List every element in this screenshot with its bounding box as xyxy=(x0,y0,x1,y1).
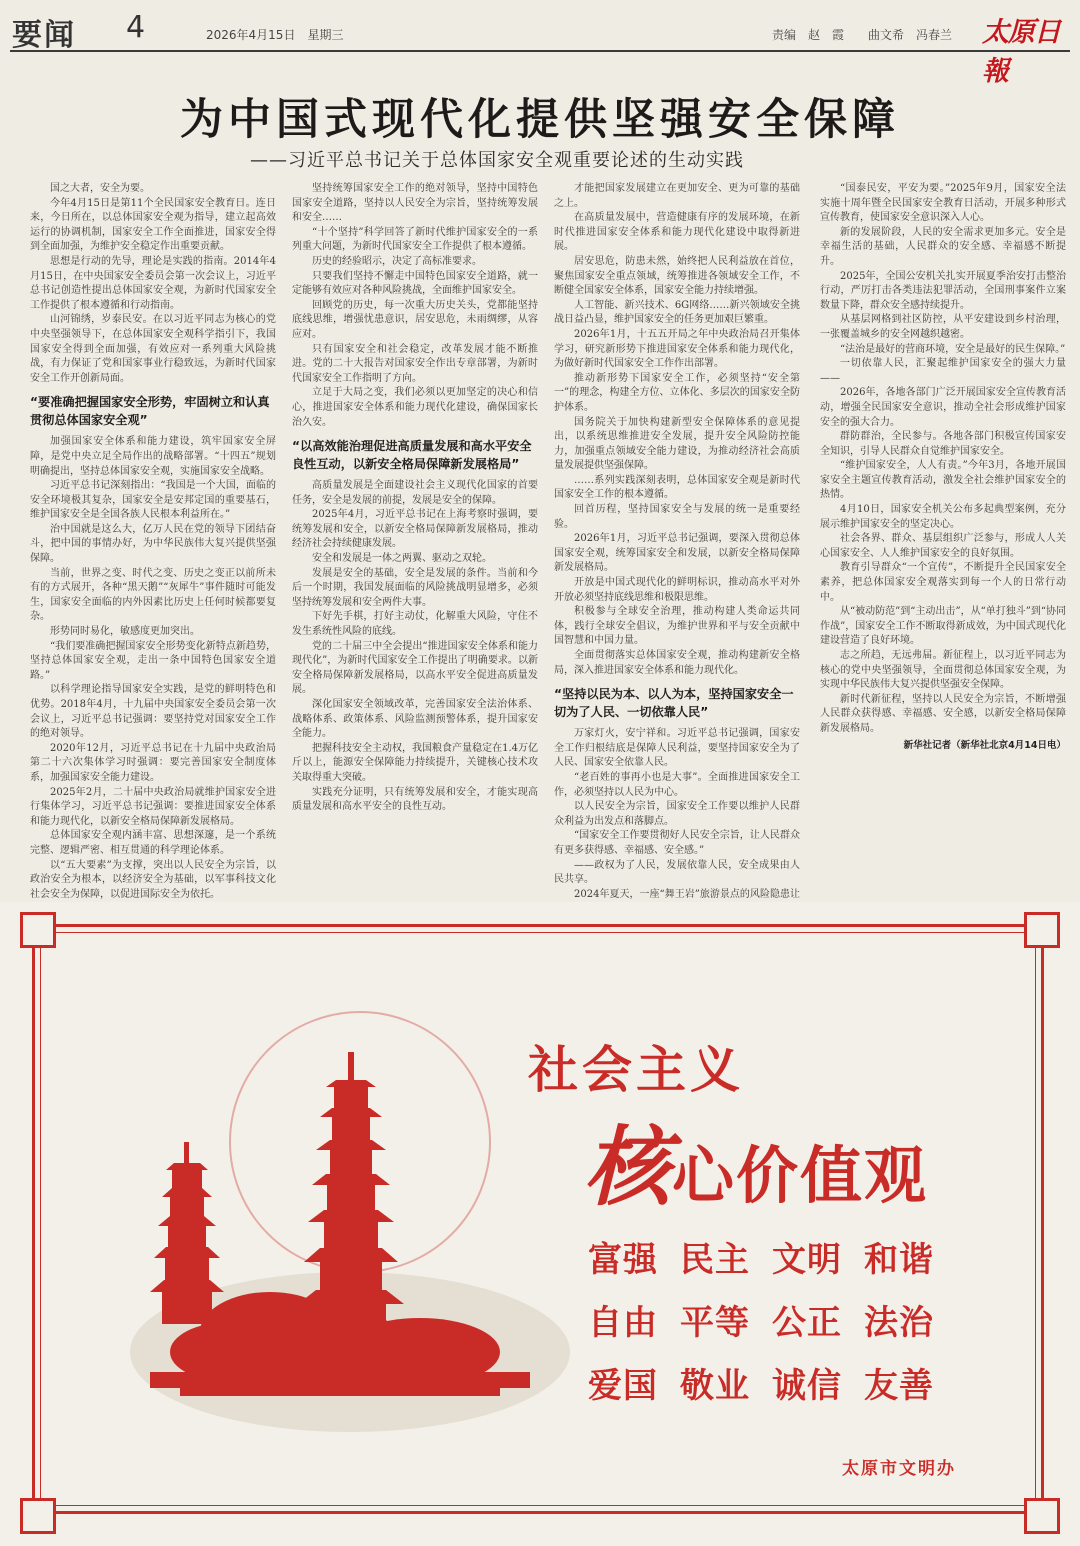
article-paragraph: “法治是最好的营商环境，安全是最好的民生保障。” xyxy=(840,343,1066,355)
article-paragraph: “国泰民安，平安为要。”2025年9月，国家安全法实施十周年暨全民国家安全教育日活动，开展多种形式宣传教育，使国家安全意识深入人心。 xyxy=(820,183,1066,224)
article-column-3 xyxy=(554,182,800,900)
value-item: 民主 xyxy=(680,1240,750,1280)
article-paragraph: 新的发展阶段，人民的安全需求更加多元。安全是幸福生活的基础，人民群众的安全感、幸福感不断提升。 xyxy=(820,226,1066,267)
values-row xyxy=(588,1358,988,1407)
article-paragraph: 2020年12月，习近平总书记在十九届中央政治局第二十六次集体学习时强调：要完善国家安全制度体系，加强国家安全能力建设。 xyxy=(30,742,276,783)
poster-title-emphasis: 核 xyxy=(584,1117,672,1218)
article-paragraph: 今年4月15日是第11个全民国家安全教育日。连日来，今日所在，以总体国家安全观为指导，建立起高效运行的协调机制，国家安全工作全面推进，国家安全得到全面加强，为维护安全稳定作出重要贡献。 xyxy=(30,197,276,253)
article-paragraph: 2026年1月，习近平总书记强调，要深入贯彻总体国家安全观，统筹国家安全和发展，以新安全格局保障新发展格局。 xyxy=(554,533,800,574)
article-paragraph: 深化国家安全领域改革，完善国家安全法治体系、战略体系、政策体系、风险监测预警体系，提升国家安全能力。 xyxy=(292,699,538,740)
article-paragraph: 高质量发展是全面建设社会主义现代化国家的首要任务，安全是发展的前提，发展是安全的保障。 xyxy=(292,480,538,506)
section-heading-3: “坚持以民为本、以人为本，坚持国家安全一切为了人民、一切依靠人民” xyxy=(554,687,794,720)
article-paragraph: 山河锦绣，岁泰民安。在以习近平同志为核心的党中央坚强领导下，在总体国家安全观科学指引下，我国国家安全得到全面加强，有效应对一系列重大风险挑战，有力保证了党和国家事业行稳致远，为新时代国家安全工作开创新局面。 xyxy=(30,314,276,384)
article-paragraph: ——政权为了人民，发展依靠人民，安全成果由人民共享。 xyxy=(554,859,800,886)
article-paragraph: 以人民安全为宗旨，国家安全工作要以维护人民群众利益为出发点和落脚点。 xyxy=(554,801,800,827)
column-3-paragraphs xyxy=(554,182,800,678)
masthead xyxy=(10,0,1070,87)
value-item: 和谐 xyxy=(864,1240,934,1280)
article-paragraph: 总体国家安全观内涵丰富、思想深邃，是一个系统完整、逻辑严密、相互贯通的科学理论体系。 xyxy=(30,830,276,856)
value-item: 自由 xyxy=(588,1303,658,1343)
article-paragraph: 志之所趋，无远弗届。新征程上，以习近平同志为核心的党中央坚强领导，全面贯彻总体国家安全观，为实现中华民族伟大复兴提供坚强安全保障。 xyxy=(820,650,1066,691)
article-paragraph: 实践充分证明，只有统筹发展和安全，才能实现高质量发展和高水平安全的良性互动。 xyxy=(292,786,538,813)
values-row xyxy=(588,1295,988,1344)
values-row xyxy=(588,1232,988,1281)
article-paragraph: 思想是行动的先导，理论是实践的指南。2014年4月15日，在中央国家安全委员会第一次会议上，习近平总书记创造性提出总体国家安全观，为新时代国家安全工作提供了根本遵循和行动指南。 xyxy=(30,255,276,311)
article-paragraph: 开放是中国式现代化的鲜明标识，推动高水平对外开放必须坚持底线思维和极限思维。 xyxy=(554,577,800,603)
section-name: 要闻 xyxy=(12,18,76,53)
article-paragraph: 国之大者，安全为要。 xyxy=(50,183,150,194)
value-item: 公正 xyxy=(772,1303,842,1343)
article-paragraph: 安全和发展是一体之两翼、驱动之双轮。 xyxy=(312,553,492,565)
byline: 新华社记者（新华社北京4月14日电） xyxy=(903,739,1066,751)
article-column-1 xyxy=(30,182,276,900)
issue-date: 2026年4月15日 星期三 xyxy=(206,28,344,42)
article-paragraph: 只有国家安全和社会稳定，改革发展才能不断推进。党的二十大报告对国家安全作出专章部署，为新时代国家安全工作指明了方向。 xyxy=(292,343,538,384)
article-paragraph: 教育引导群众“一个宣传”，不断提升全民国家安全素养，把总体国家安全观落实到每一个人的日常行动中。 xyxy=(820,562,1066,603)
frame-corner-ornament xyxy=(20,1498,56,1534)
article-paragraph: 回首历程，坚持国家安全与发展的统一是重要经验。 xyxy=(554,504,800,530)
article-paragraph: 推动新形势下国家安全工作，必须坚持“安全第一”的理念，构建全方位、立体化、多层次的国家安全防护体系。 xyxy=(554,372,800,413)
section-heading-2: “以高效能治理促进高质量发展和高水平安全良性互动，以新安全格局保障新发展格局” xyxy=(292,439,532,472)
article-paragraph: 4月10日，国家安全机关公布多起典型案例，充分展示维护国家安全的坚定决心。 xyxy=(820,504,1066,530)
article-column-4 xyxy=(820,182,1066,892)
article-paragraph: 2025年，全国公安机关扎实开展夏季治安打击整治行动，严厉打击各类违法犯罪活动，全国刑事案件立案数量下降，群众安全感持续提升。 xyxy=(820,270,1066,311)
article-paragraph: 才能把国家发展建立在更加安全、更为可靠的基础之上。 xyxy=(554,183,800,209)
article-paragraph: 习近平总书记深刻指出：“我国是一个大国，面临的安全环境极其复杂，国家安全是安邦定国的重要基石，维护国家安全是全国各族人民根本利益所在。” xyxy=(30,480,276,521)
article-paragraph: 以科学理论指导国家安全实践，是党的鲜明特色和优势。2018年4月，十九届中央国家安全委员会第一次会议上，习近平总书记强调：要坚持党对国家安全工作的绝对领导。 xyxy=(30,684,276,740)
article-paragraph: 立足于大局之变，我们必须以更加坚定的决心和信心，推进国家安全体系和能力现代化建设，确保国家长治久安。 xyxy=(292,387,538,428)
article-paragraph: 当前，世界之变、时代之变、历史之变正以前所未有的方式展开，各种“黑天鹅”“灰犀牛”事件随时可能发生，国家安全面临的内外因素比历史上任何时候都要复杂。 xyxy=(30,567,276,623)
value-item: 法治 xyxy=(864,1303,934,1343)
article-paragraph: “我们要准确把握国家安全形势变化新特点新趋势，坚持总体国家安全观，走出一条中国特色国家安全道路。” xyxy=(30,640,276,681)
article-paragraph: 群防群治，全民参与。各地各部门积极宣传国家安全知识，引导人民群众自觉维护国家安全。 xyxy=(820,431,1066,457)
core-values-list xyxy=(588,1232,988,1421)
article-paragraph: 下好先手棋，打好主动仗，化解重大风险，守住不发生系统性风险的底线。 xyxy=(292,611,538,638)
article-paragraph: 把握科技安全主动权，我国粮食产量稳定在1.4万亿斤以上，能源安全保障能力持续提升，关键核心技术攻关取得重大突破。 xyxy=(292,742,538,783)
headline: 为中国式现代化提供坚强安全保障 xyxy=(180,95,900,145)
article-paragraph: 2025年2月，二十届中央政治局就维护国家安全进行集体学习，习近平总书记强调：要推进国家安全体系和能力现代化，以新安全格局保障新发展格局。 xyxy=(30,786,276,827)
newspaper-logo: 太原日報 xyxy=(982,17,1060,87)
column-2-paragraphs xyxy=(292,182,538,430)
article-paragraph: 2026年，各地各部门广泛开展国家安全宣传教育活动，增强全民国家安全意识，推动全社会形成维护国家安全的强大合力。 xyxy=(820,387,1066,428)
poster-title-line-1: 社会主义 xyxy=(528,1040,744,1099)
editors: 责编 赵 霞 曲文希 冯春兰 xyxy=(772,28,953,42)
subheadline: ——习近平总书记关于总体国家安全观重要论述的生动实践 xyxy=(250,150,744,171)
column-1-paragraphs xyxy=(30,182,276,386)
value-item: 平等 xyxy=(680,1303,750,1343)
article-paragraph: “维护国家安全，人人有责。”今年3月，各地开展国家安全主题宣传教育活动，激发全社会维护国家安全的热情。 xyxy=(820,460,1066,501)
article-paragraph: 形势同时易化，敏感度更加突出。 xyxy=(50,626,200,638)
article-column-2 xyxy=(292,182,538,892)
frame-corner-ornament xyxy=(20,912,56,948)
article-paragraph: 2024年夏天，一座“舞王岩”旅游景点的风险隐患让 xyxy=(574,888,800,900)
twin-pagodas-papercut xyxy=(120,992,560,1462)
article-paragraph: 一切依靠人民，汇聚起维护国家安全的强大力量—— xyxy=(820,358,1066,384)
value-item: 富强 xyxy=(588,1240,658,1280)
article-paragraph: 积极参与全球安全治理，推动构建人类命运共同体，践行全球安全倡议，为维护世界和平与安全贡献中国智慧和中国力量。 xyxy=(554,606,800,647)
article-paragraph: 人工智能、新兴技术、6G网络……新兴领域安全挑战日益凸显，维护国家安全的任务更加艰巨繁重。 xyxy=(554,299,800,326)
value-item: 诚信 xyxy=(772,1366,842,1406)
article-paragraph: 治中国就是这么大，亿万人民在党的领导下团结奋斗，把中国的事情办好，为中华民族伟大复兴提供坚强保障。 xyxy=(30,523,276,565)
poster-organization: 太原市文明办 xyxy=(842,1459,956,1479)
section-heading-1: “要准确把握国家安全形势，牢固树立和认真贯彻总体国家安全观” xyxy=(30,395,270,428)
poster-title-line-2 xyxy=(584,1098,928,1222)
article-paragraph: 社会各界、群众、基层组织广泛参与，形成人人关心国家安全、人人维护国家安全的良好氛围。 xyxy=(820,533,1066,559)
core-values-poster xyxy=(0,902,1080,1546)
article-paragraph: 坚持统筹国家安全工作的绝对领导，坚持中国特色国家安全道路，坚持以人民安全为宗旨，坚持统筹发展和安全…… xyxy=(292,183,538,224)
article-paragraph: 从基层网格到社区防控，从平安建设到乡村治理，一张覆盖城乡的安全网越织越密。 xyxy=(820,314,1066,340)
poster-title-rest: 心价值观 xyxy=(672,1139,929,1212)
column-3-paragraphs-b xyxy=(554,727,800,917)
page-number: 4 xyxy=(126,10,146,45)
article-paragraph: 只要我们坚持不懈走中国特色国家安全道路，就一定能够有效应对各种风险挑战，全面维护国家安全。 xyxy=(292,270,538,297)
column-1-paragraphs-b xyxy=(30,435,276,960)
article-paragraph: 2025年4月，习近平总书记在上海考察时强调，要统筹发展和安全，以新安全格局保障新发展格局，推动经济社会持续健康发展。 xyxy=(292,509,538,550)
frame-corner-ornament xyxy=(1024,1498,1060,1534)
article-paragraph: 回顾党的历史，每一次重大历史关头，党都能坚持底线思维，增强忧患意识，居安思危，未雨绸缪，从容应对。 xyxy=(292,299,538,340)
article-body xyxy=(30,182,1070,900)
column-2-paragraphs-b xyxy=(292,479,538,815)
article-paragraph: 新时代新征程，坚持以人民安全为宗旨，不断增强人民群众获得感、幸福感、安全感，以新安全格局保障新发展格局。 xyxy=(820,693,1066,734)
article-paragraph: “国家安全工作要贯彻好人民安全宗旨，让人民群众有更多获得感、幸福感、安全感。” xyxy=(554,830,800,856)
article-paragraph: 从“被动防范”到“主动出击”，从“单打独斗”到“协同作战”，国家安全工作不断取得新成效，为中国式现代化建设营造了良好环境。 xyxy=(820,606,1066,647)
article-paragraph: 以“五大要素”为支撑，突出以人民安全为宗旨，以政治安全为根本，以经济安全为基础，以军事科技文化社会安全为保障，以促进国际安全为依托。 xyxy=(30,859,276,900)
article-paragraph: 国务院关于加快构建新型安全保障体系的意见提出，以系统思维推进安全发展，提升安全风险防控能力，加强重点领域安全能力建设，为推动经济社会高质量发展提供坚强保障。 xyxy=(554,416,800,472)
article-paragraph: 在高质量发展中，营造健康有序的发展环境，在新时代推进国家安全体系和能力现代化建设中取得新进展。 xyxy=(554,212,800,253)
value-item: 爱国 xyxy=(588,1366,658,1406)
article-paragraph: 居安思危，防患未然，始终把人民利益放在首位，聚焦国家安全重点领域，统筹推进各领域安全工作，不断健全国家安全体系，国家安全能力持续增强。 xyxy=(554,255,800,297)
value-item: 友善 xyxy=(864,1366,934,1406)
article-paragraph: “十个坚持”科学回答了新时代维护国家安全的一系列重大问题，为新时代国家安全工作提供了根本遵循。 xyxy=(292,226,538,253)
frame-corner-ornament xyxy=(1024,912,1060,948)
article-paragraph: 历史的经验昭示，决定了高标准要求。 xyxy=(312,255,482,267)
article-paragraph: 万家灯火，安宁祥和。习近平总书记强调，国家安全工作归根结底是保障人民利益，要坚持国家安全为了人民、国家安全依靠人民。 xyxy=(554,728,800,769)
article-paragraph: “老百姓的事再小也是大事”。全面推进国家安全工作，必须坚持以人民为中心。 xyxy=(554,771,800,798)
article-paragraph: ……系列实践深刻表明，总体国家安全观是新时代国家安全工作的根本遵循。 xyxy=(554,474,800,501)
column-4-paragraphs xyxy=(820,182,1066,737)
article-paragraph: 发展是安全的基础，安全是发展的条件。当前和今后一个时期，我国发展面临的风险挑战明显增多，必须坚持统筹发展和安全两件大事。 xyxy=(292,567,538,608)
article-paragraph: 全面贯彻落实总体国家安全观，推动构建新安全格局，深入推进国家安全体系和能力现代化。 xyxy=(554,650,800,676)
article-paragraph: 加强国家安全体系和能力建设，筑牢国家安全屏障，是党中央立足全局作出的战略部署。“十四五”规划明确提出，坚持总体国家安全观，实施国家安全战略。 xyxy=(30,436,276,477)
value-item: 敬业 xyxy=(680,1366,750,1406)
article-paragraph: 党的二十届三中全会提出“推进国家安全体系和能力现代化”，为新时代国家安全工作提出了明确要求。以新安全格局保障新发展格局，以高水平安全促进高质量发展。 xyxy=(292,640,538,696)
value-item: 文明 xyxy=(772,1240,842,1280)
article-paragraph: 2026年1月，十五五开局之年中央政治局召开集体学习，研究新形势下推进国家安全体系和能力现代化，为做好新时代国家安全工作作出部署。 xyxy=(554,328,800,370)
